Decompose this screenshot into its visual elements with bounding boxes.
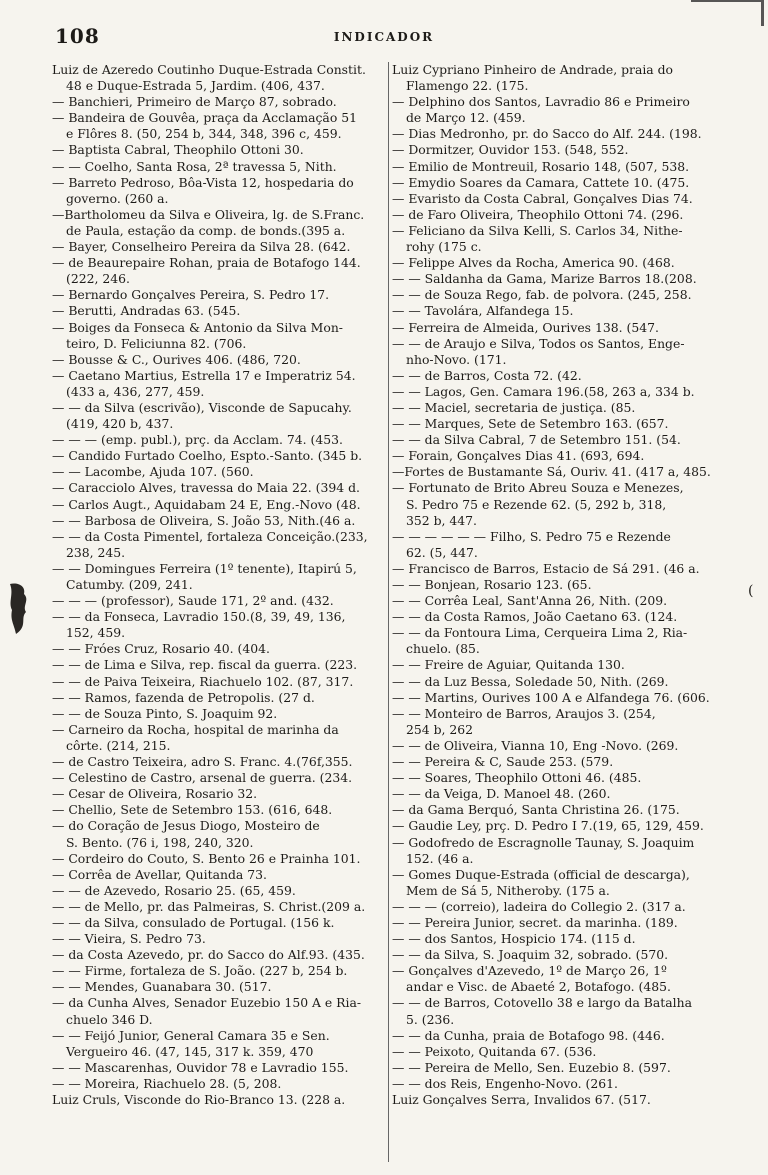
directory-entry-line: — — Martins, Ourives 100 A e Alfandega 76. (606.	[392, 689, 710, 705]
directory-entry-line: — — Feijó Junior, General Camara 35 e Sen.	[52, 1027, 330, 1043]
directory-entry-line: — do Coração de Jesus Diogo, Mosteiro de	[52, 818, 320, 834]
directory-entry-line: andar e Visc. de Abaeté 2, Botafogo. (485.	[406, 979, 671, 995]
directory-entry-line: — — Barbosa de Oliveira, S. João 53, Nith.(46 a.	[52, 512, 356, 528]
directory-entry-line: — — Coelho, Santa Rosa, 2ª travessa 5, Nith.	[52, 158, 337, 174]
directory-entry-line: 152. (46 a.	[406, 850, 474, 866]
directory-entry-line: — — da Silva, consulado de Portugal. (156 k.	[52, 914, 335, 930]
directory-entry-line: — Cordeiro do Couto, S. Bento 26 e Prainha 101.	[52, 850, 361, 866]
directory-entry-line: — da Gama Berquó, Santa Christina 26. (175.	[392, 802, 680, 818]
directory-entry-line: — — Ramos, fazenda de Petropolis. (27 d.	[52, 689, 315, 705]
directory-entry-line: — — de Paiva Teixeira, Riachuelo 102. (87, 317.	[52, 673, 354, 689]
directory-entry-line: Luiz de Azeredo Coutinho Duque-Estrada Constit.	[52, 62, 366, 77]
directory-entry-line: (419, 420 b, 437.	[66, 416, 174, 432]
running-head: INDICADOR	[333, 30, 435, 44]
directory-entry-line: — — da Costa Ramos, João Caetano 63. (124.	[392, 609, 678, 625]
directory-entry-line: — — Mascarenhas, Ouvidor 78 e Lavradio 155.	[52, 1059, 349, 1075]
directory-entry-line: Mem de Sá 5, Nitheroby. (175 a.	[406, 882, 610, 898]
directory-entry-line: 48 e Duque-Estrada 5, Jardim. (406, 437.	[66, 78, 325, 94]
directory-entry-line: — Ferreira de Almeida, Ourives 138. (547.	[392, 319, 659, 335]
directory-entry-line: — — dos Reis, Engenho-Novo. (261.	[392, 1075, 618, 1091]
directory-entry-line: — — da Silva, S. Joaquim 32, sobrado. (570.	[392, 947, 669, 963]
column-divider	[388, 62, 389, 1162]
page-edge-marks	[691, 0, 764, 26]
directory-entry-line: — Bernardo Gonçalves Pereira, S. Pedro 17.	[52, 287, 330, 303]
directory-entry-line: — — Pereira Junior, secret. da marinha. (189.	[392, 914, 678, 930]
directory-entry-line: (433 a, 436, 277, 459.	[66, 383, 205, 399]
directory-entry-line: (222, 246.	[66, 271, 130, 287]
directory-entry-line: — Evaristo da Costa Cabral, Gonçalves Dias 74.	[392, 190, 693, 206]
directory-entry-line: — — Firme, fortaleza de S. João. (227 b, 254 b.	[52, 963, 348, 979]
directory-entry-line: — Carlos Augt., Aquidabam 24 E, Eng.-Novo (48.	[52, 496, 361, 512]
directory-entry-line: — — de Araujo e Silva, Todos os Santos, Enge-	[392, 335, 685, 351]
directory-entry-line: — Barreto Pedroso, Bôa-Vista 12, hospedaria do	[52, 174, 354, 190]
directory-entry-line: de Paula, estação da comp. de bonds.(395 a.	[66, 222, 346, 238]
directory-entry-line: chuelo. (85.	[406, 641, 480, 657]
directory-entry-line: Luiz Gonçalves Serra, Invalidos 67. (517.	[392, 1092, 651, 1107]
directory-entry-line: — — — (correio), ladeira do Collegio 2. (317 a.	[392, 898, 686, 914]
directory-entry-line: — — de Barros, Cotovello 38 e largo da Batalha	[392, 995, 692, 1011]
directory-entry-line: — Boiges da Fonseca & Antonio da Silva Mon-	[52, 319, 343, 335]
directory-entry-line: de Março 12. (459.	[406, 110, 526, 126]
directory-entry-line: — de Faro Oliveira, Theophilo Ottoni 74. (296.	[392, 206, 684, 222]
directory-entry-line: Catumby. (209, 241.	[66, 577, 193, 592]
directory-entry-line: — — Soares, Theophilo Ottoni 46. (485.	[392, 770, 642, 786]
directory-entry-line: — Bandeira de Gouvêa, praça da Acclamação 51	[52, 110, 357, 126]
directory-entry-line: Luiz Cruls, Visconde do Rio-Branco 13. (228 a.	[52, 1092, 346, 1107]
directory-entry-line: 62. (5, 447.	[406, 544, 478, 560]
directory-entry-line: — — da Fonseca, Lavradio 150.(8, 39, 49, 136,	[52, 609, 346, 625]
directory-entry-line: — — da Silva (escrivão), Visconde de Sapucahy.	[52, 399, 352, 415]
directory-entry-line: nho-Novo. (171.	[406, 351, 507, 367]
page-number: 108	[55, 24, 100, 48]
directory-entry-line: — — dos Santos, Hospicio 174. (115 d.	[392, 931, 636, 947]
directory-entry-line: — Forain, Gonçalves Dias 41. (693, 694.	[392, 448, 645, 464]
directory-entry-line: — — — (professor), Saude 171, 2º and. (432.	[52, 593, 334, 609]
directory-entry-line: 352 b, 447.	[406, 512, 477, 528]
directory-entry-line: — — Marques, Sete de Setembro 163. (657.	[392, 416, 669, 432]
directory-entry-line: — de Beaurepaire Rohan, praia de Botafogo 144.	[52, 255, 361, 271]
directory-entry-line: — Bayer, Conselheiro Pereira da Silva 28. (642.	[52, 239, 351, 255]
directory-entry-line: — Carneiro da Rocha, hospital de marinha da	[52, 721, 339, 737]
directory-entry-line: — Godofredo de Escragnolle Taunay, S. Joaquim	[392, 834, 695, 850]
directory-entry-line: — da Costa Azevedo, pr. do Sacco do Alf.93. (435.	[52, 947, 365, 963]
directory-entry-line: Luiz Cypriano Pinheiro de Andrade, praia do	[392, 62, 674, 77]
directory-entry-line: — Bousse & C., Ourives 406. (486, 720.	[52, 351, 301, 367]
directory-entry-line: — Francisco de Barros, Estacio de Sá 291. (46 a.	[392, 560, 700, 576]
directory-entry-line: S. Bento. (76 i, 198, 240, 320.	[66, 834, 254, 850]
directory-entry-line: — — Monteiro de Barros, Araujos 3. (254,	[392, 705, 656, 721]
directory-entry-line: — Chellio, Sete de Setembro 153. (616, 648.	[52, 802, 333, 818]
directory-entry-line: — Banchieri, Primeiro de Março 87, sobrado.	[52, 94, 337, 110]
directory-entry-line: — — da Fontoura Lima, Cerqueira Lima 2, Ria-	[392, 625, 688, 641]
directory-entry-line: — Gomes Duque-Estrada (official de descarga),	[392, 866, 690, 882]
directory-entry-line: Vergueiro 46. (47, 145, 317 k. 359, 470	[66, 1043, 314, 1059]
directory-entry-line: — Delphino dos Santos, Lavradio 86 e Primeiro	[392, 94, 690, 110]
directory-entry-line: rohy (175 c.	[406, 239, 482, 255]
directory-entry-line: — — de Mello, pr. das Palmeiras, S. Christ.(209 a.	[52, 898, 366, 914]
directory-entry-line: — — Vieira, S. Pedro 73.	[52, 931, 206, 947]
directory-entry-line: — Baptista Cabral, Theophilo Ottoni 30.	[52, 142, 304, 158]
directory-entry-line: — Cesar de Oliveira, Rosario 32.	[52, 786, 258, 802]
directory-entry-line: — Caracciolo Alves, travessa do Maia 22. (394 d.	[52, 480, 360, 496]
directory-entry-line: — Fortunato de Brito Abreu Souza e Menezes,	[392, 480, 684, 496]
directory-entry-line: 5. (236.	[406, 1011, 455, 1027]
directory-entry-line: — — Freire de Aguiar, Quitanda 130.	[392, 657, 625, 673]
directory-entry-line: — Candido Furtado Coelho, Espto.-Santo. (345 b.	[52, 448, 363, 464]
directory-entry-line: — — Tavolára, Alfandega 15.	[392, 303, 574, 319]
directory-entry-line: — Caetano Martius, Estrella 17 e Imperatriz 54.	[52, 367, 356, 383]
directory-entry-line: —Fortes de Bustamante Sá, Ouriv. 41. (417 a, 485.	[392, 464, 711, 480]
directory-entry-line: — Dias Medronho, pr. do Sacco do Alf. 244. (198.	[392, 126, 702, 142]
directory-entry-line: — — Domingues Ferreira (1º tenente), Itapirú 5,	[52, 560, 357, 576]
directory-entry-line: — — de Souza Rego, fab. de polvora. (245, 258.	[392, 287, 692, 303]
directory-entry-line: — — de Oliveira, Vianna 10, Eng -Novo. (269.	[392, 737, 679, 753]
directory-entry-line: — Gonçalves d'Azevedo, 1º de Março 26, 1º	[392, 963, 667, 979]
directory-entry-line: — Emilio de Montreuil, Rosario 148, (507, 538.	[392, 158, 690, 174]
directory-entry-line: — — de Lima e Silva, rep. fiscal da guerra. (223.	[52, 657, 358, 673]
directory-entry-line: — Feliciano da Silva Kelli, S. Carlos 34, Nithe-	[392, 222, 683, 238]
binding-stain-mark	[8, 580, 32, 638]
directory-entry-line: — Gaudie Ley, prç. D. Pedro I 7.(19, 65, 129, 459.	[392, 818, 704, 834]
directory-entry-line: chuelo 346 D.	[66, 1011, 153, 1027]
directory-entry-line: — — Corrêa Leal, Sant'Anna 26, Nith. (209.	[392, 593, 668, 609]
directory-entry-line: — — Mendes, Guanabara 30. (517.	[52, 979, 272, 995]
directory-entry-line: — de Castro Teixeira, adro S. Franc. 4.(76f,355.	[52, 754, 353, 770]
directory-entry-line: — — de Azevedo, Rosario 25. (65, 459.	[52, 882, 296, 898]
directory-entry-line: 254 b, 262	[406, 721, 474, 737]
directory-entry-line: — — da Luz Bessa, Soledade 50, Nith. (269.	[392, 673, 669, 689]
directory-entry-line: teiro, D. Feliciunna 82. (706.	[66, 335, 247, 351]
directory-entry-line: — — — — — — Filho, S. Pedro 75 e Rezende	[392, 528, 671, 544]
directory-entry-line: — — de Barros, Costa 72. (42.	[392, 367, 582, 383]
directory-entry-line: côrte. (214, 215.	[66, 737, 171, 753]
directory-entry-line: — — Lacombe, Ajuda 107. (560.	[52, 464, 254, 480]
directory-entry-line: — Dormitzer, Ouvidor 153. (548, 552.	[392, 142, 629, 158]
directory-entry-line: — Corrêa de Avellar, Quitanda 73.	[52, 866, 267, 882]
directory-entry-line: S. Pedro 75 e Rezende 62. (5, 292 b, 318,	[406, 496, 667, 512]
directory-entry-line: — — Pereira & C, Saude 253. (579.	[392, 754, 614, 770]
right-column	[392, 62, 728, 1108]
directory-entry-line: 238, 245.	[66, 544, 126, 560]
margin-speck: (	[748, 583, 754, 599]
directory-entry-line: — — de Souza Pinto, S. Joaquim 92.	[52, 705, 278, 721]
directory-entry-line: — — Pereira de Mello, Sen. Euzebio 8. (597.	[392, 1059, 671, 1075]
directory-entry-line: — — da Cunha, praia de Botafogo 98. (446.	[392, 1027, 665, 1043]
directory-entry-line: — Celestino de Castro, arsenal de guerra. (234.	[52, 770, 353, 786]
directory-entry-line: — Felippe Alves da Rocha, America 90. (468.	[392, 255, 675, 271]
directory-entry-line: — — Maciel, secretaria de justiça. (85.	[392, 399, 636, 415]
directory-entry-line: governo. (260 a.	[66, 190, 169, 206]
directory-entry-line: — — Fróes Cruz, Rosario 40. (404.	[52, 641, 270, 657]
left-column	[52, 62, 388, 1108]
directory-entry-line: 152, 459.	[66, 625, 126, 641]
directory-entry-line: — Berutti, Andradas 63. (545.	[52, 303, 241, 319]
directory-entry-line: — — da Costa Pimentel, fortaleza Conceição.(233,	[52, 528, 368, 544]
directory-entry-line: — — Bonjean, Rosario 123. (65.	[392, 577, 592, 592]
directory-entry-line: Flamengo 22. (175.	[406, 78, 529, 94]
directory-entry-line: — Emydio Soares da Camara, Cattete 10. (475.	[392, 174, 690, 190]
directory-entry-line: —Bartholomeu da Silva e Oliveira, lg. de S.Franc.	[52, 206, 365, 222]
directory-entry-line: — — da Veiga, D. Manoel 48. (260.	[392, 786, 611, 802]
directory-entry-line: — — Peixoto, Quitanda 67. (536.	[392, 1043, 597, 1059]
directory-entry-line: — — Moreira, Riachuelo 28. (5, 208.	[52, 1075, 282, 1091]
directory-entry-line: — — Lagos, Gen. Camara 196.(58, 263 a, 334 b.	[392, 383, 695, 399]
directory-entry-line: — — da Silva Cabral, 7 de Setembro 151. (54.	[392, 432, 681, 448]
directory-entry-line: e Flôres 8. (50, 254 b, 344, 348, 396 c, 459.	[66, 126, 342, 142]
directory-entry-line: — — Saldanha da Gama, Marize Barros 18.(208.	[392, 271, 697, 287]
directory-entry-line: — da Cunha Alves, Senador Euzebio 150 A e Ria-	[52, 995, 362, 1011]
directory-entry-line: — — — (emp. publ.), prç. da Acclam. 74. (453.	[52, 432, 343, 448]
